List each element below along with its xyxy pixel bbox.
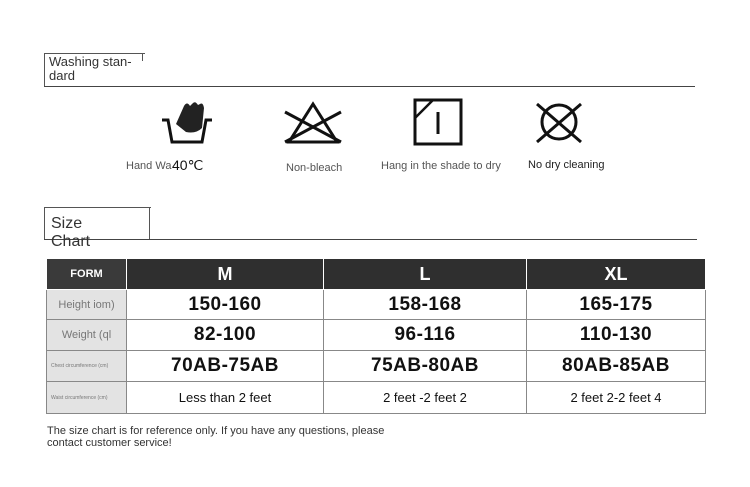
table-cell: 80AB-85AB <box>527 351 706 382</box>
table-row <box>47 290 706 320</box>
washing-standard-title: Washing stan-dard <box>49 54 132 83</box>
size-header-rule <box>44 239 697 240</box>
no-dry-clean-icon <box>527 98 587 148</box>
size-chart-title: Size Chart <box>51 215 91 250</box>
table-cell: 158-168 <box>324 290 527 320</box>
non-bleach-label: Non-bleach <box>286 162 343 174</box>
table-row <box>47 320 706 351</box>
table-cell: 2 feet 2-2 feet 4 <box>527 382 706 414</box>
no-bleach-icon <box>281 98 345 148</box>
table-header-row <box>47 259 706 290</box>
column-header-xl: XL <box>527 259 706 290</box>
table-cell: 96-116 <box>324 320 527 351</box>
table-cell: 110-130 <box>527 320 706 351</box>
hand-wash-icon <box>156 98 216 148</box>
size-chart-table <box>46 258 706 414</box>
table-cell: 165-175 <box>527 290 706 320</box>
care-item-hand-wash <box>121 98 251 173</box>
column-header-l: L <box>324 259 527 290</box>
column-header-m: M <box>127 259 324 290</box>
row-label-waist: Waist circumference (cm) <box>47 382 127 414</box>
washing-header-rule <box>44 86 695 87</box>
care-item-shade-dry <box>373 98 503 172</box>
table-row <box>47 351 706 382</box>
care-item-no-dry-clean <box>492 98 622 171</box>
table-row <box>47 382 706 414</box>
column-header-form: FORM <box>47 259 127 290</box>
table-cell: Less than 2 feet <box>127 382 324 414</box>
shade-dry-icon <box>408 98 468 150</box>
table-cell: 75AB-80AB <box>324 351 527 382</box>
hand-wash-label: Hand Wa <box>126 160 172 172</box>
table-cell: 2 feet -2 feet 2 <box>324 382 527 414</box>
care-item-non-bleach <box>248 98 378 174</box>
bracket-tick <box>149 207 150 239</box>
reference-note: The size chart is for reference only. If you have any questions, please contact customer service! <box>47 425 385 449</box>
row-label-height: Height iom) <box>47 290 127 320</box>
wash-temperature: 40℃ <box>172 157 204 173</box>
shade-dry-label: Hang in the shade to dry <box>381 160 501 172</box>
row-label-chest: Chest circumference (cm) <box>47 351 127 382</box>
table-cell: 82-100 <box>127 320 324 351</box>
table-cell: 70AB-75AB <box>127 351 324 382</box>
row-label-weight: Weight (ql <box>47 320 127 351</box>
table-cell: 150-160 <box>127 290 324 320</box>
no-dry-clean-label: No dry cleaning <box>528 159 605 171</box>
